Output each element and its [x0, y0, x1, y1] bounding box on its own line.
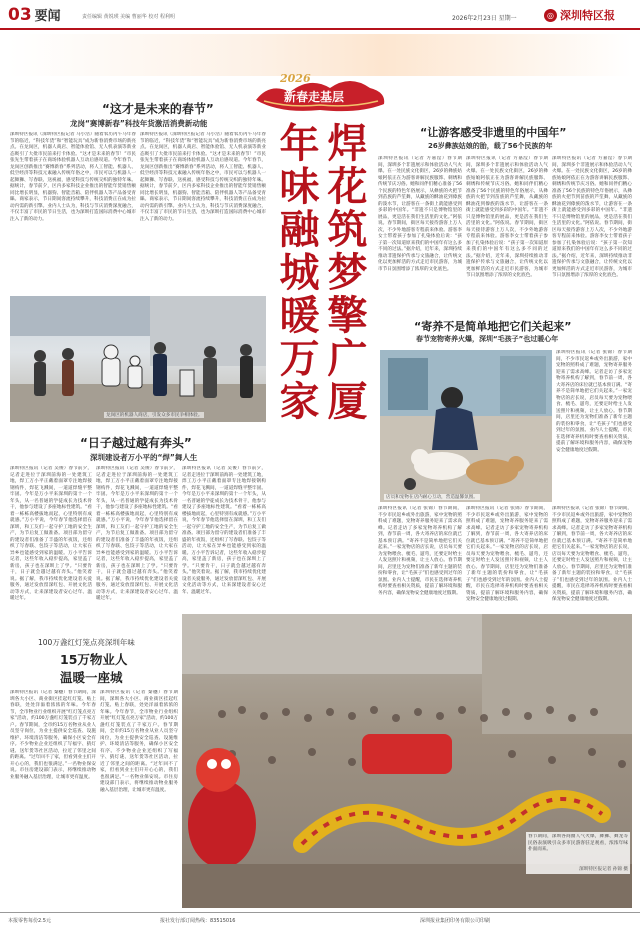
main-headline [272, 70, 370, 630]
a1-subtitle: 龙岗“赛博新春”科技年货激活消费新动能 [70, 119, 208, 128]
a2-title: “日子越过越有奔头” [80, 436, 192, 450]
headline-line-2: 年味融城暖万家 [273, 122, 320, 423]
a2-subtitle: 深圳建设者万小平的“焊”舞人生 [90, 453, 198, 462]
robot-store-photo [10, 296, 266, 422]
robot-crowd-illustration [10, 296, 266, 422]
photo3-credit: 深圳特区报记者 孙锦 摄 [579, 867, 628, 872]
a4-title: “让游客感受非遗里的中国年” [420, 126, 567, 139]
banner-year: 2026 [280, 72, 311, 85]
page-number: 03 要闻 [8, 5, 61, 25]
a5-subtitle: 春节宠物寄养火爆，深圳“毛孩子”也过暖心年 [416, 335, 559, 343]
section-name: 要闻 [34, 9, 61, 24]
a1-body-2: 深圳特区报讯（深圳特区报记者 马小浩）随着农历丙午马年春节的临近，“科技年货”和“智能玩具”成为新春消费市场的新亮点。在龙岗区，机器人商店、智能体验馆、无人机表演等新业态吸引了大批市民前来打卡体验。“这才是未来的春节！”市民张先生带着孩子在商场体验机器人互动后感叹道。今年春节，龙岗区创新推出“赛博新春”系列活动，将人工智能、机器人、低空经济等科技元素融入传统年俗之中，市民可以与机器人一起舞狮、写春联、送祝福，感受科技与传统交织的独特年味。据统计，春节前夕，区内多家科技企业推出的智能年货销售额同比增长明显，机器狗、智能音箱、陪伴机器人等产品备受青睐。商家表示，节日期间客流持续攀升，科技消费正在成为拉动内需的新引擎。业内人士认为，科技与节庆消费深度融合，不仅丰富了市民的节日生活，也为深圳打造国际消费中心城市注入了新的动力。 [140, 132, 266, 222]
pet-care-illustration [380, 350, 552, 502]
page-footer [0, 912, 640, 928]
a2-body-2: 深圳特区报讯（记者 吴俊）春节前夕，记者走进位于深圳前海的一处建筑工地，焊工万小平正戴着面罩专注地焊接钢构件，焊花飞溅间，一道道焊缝平整牢固。今年是万小平来深圳的第十一个年头，从一名普通的学徒成长为技术骨干，他参与建设了多座地标性建筑。“看着一栋栋高楼拔地而起，心里特别有成就感。”万小平说，今年春节他选择留在深圳，和工友们一起守护工地的安全生产，为节后复工做准备。项目部为留守的建设者们准备了丰盛的年夜饭，还组织了写春联、包饺子等活动，让大家在异乡也能感受到家的温暖。万小平告诉记者，这些年收入稳步提高，家里盖了新房，孩子也在深圳上了学。“只要肯干，日子就会越过越有奔头。”他笑着说。据了解，我市持续优化建设者关爱服务，通过发放留深红包、开展文化活动等方式，让来深建设者安心过年、温暖过年。 [96, 466, 178, 601]
a5-photo-caption: 店员和宠物在店内耐心互动，营造温馨氛围。 [386, 495, 478, 500]
a5-body-3: 深圳特区报讯（记者 张锦）春节期间，不少市民返乡或外出旅游，家中宠物的照料成了难题，宠物寄养服务迎来了需求高峰。记者走访了多家宠物寄养机构了解到，春节前一周，各大寄养店的床位就已基本预订满。“寄养不是简单地把它们关起来。”一家宠物店的店长说，店员每天要为宠物喂食、梳毛、遛弯，还要定时给主人发送照片和视频，让主人放心。春节期间，店里还为宠物们准备了新年主题的装扮和零食，让“毛孩子”们也感受到过年的氛围。业内人士提醒，市民在选择寄养机构时要查看相关资质，提前了解环境和服务内容，确保宠物安全健康地度过假期。 [466, 506, 548, 602]
a4-body-3: 深圳特区报讯（记者 方嘉滢）春节期间，深圳多个非遗展示和体验活动人气火爆。在一处民族文化街区，26岁的彝族姑娘阿依正在为游客讲解民族服饰、刺绣和传统节庆习俗。她和同伴们精心准备了56个民族的特色年俗展示，从彝族的火把节到苗族的芦笙舞，从藏族的酥油花到傣族的泼水节，让游客在一条街上就能感受到多彩的中国年。“非遗不只是博物馆里的展品，更是活在我们生活里的文化。”阿依说。春节期间，街区每天接待游客上万人次，不少外地游客专程前来体验。游客李女士带着孩子参加了扎染体验后说：“孩子第一次知道原来我们的中国年有这么多不同的过法。”据介绍，近年来，深圳持续推动非遗保护传承与文旅融合，让传统文化以更加鲜活的方式走近市民游客，为城市节日氛围增添了浓厚的文化底色。 [552, 156, 632, 278]
headline-line-1: 焊花筑梦擎广厦 [321, 122, 368, 423]
a2-body-1: 深圳特区报讯（记者 吴俊）春节前夕，记者走进位于深圳前海的一处建筑工地，焊工万小平正戴着面罩专注地焊接钢构件，焊花飞溅间，一道道焊缝平整牢固。今年是万小平来深圳的第十一个年头，从一名普通的学徒成长为技术骨干，他参与建设了多座地标性建筑。“看着一栋栋高楼拔地而起，心里特别有成就感。”万小平说，今年春节他选择留在深圳，和工友们一起守护工地的安全生产，为节后复工做准备。项目部为留守的建设者们准备了丰盛的年夜饭，还组织了写春联、包饺子等活动，让大家在异乡也能感受到家的温暖。万小平告诉记者，这些年收入稳步提高，家里盖了新房，孩子也在深圳上了学。“只要肯干，日子就会越过越有奔头。”他笑着说。据了解，我市持续优化建设者关爱服务，通过发放留深红包、开展文化活动等方式，让来深建设者安心过年、温暖过年。 [10, 466, 92, 601]
photo3-caption-text: 春节期间，深圳各商圈人气火爆，舞狮、舞龙等民俗表演吸引众多市民游客驻足观看，浓浓年味扑面而来。 [528, 834, 628, 852]
a1-body-1: 深圳特区报讯（深圳特区报记者 马小浩）随着农历丙午马年春节的临近，“科技年货”和“智能玩具”成为新春消费市场的新亮点。在龙岗区，机器人商店、智能体验馆、无人机表演等新业态吸引了大批市民前来打卡体验。“这才是未来的春节！”市民张先生带着孩子在商场体验机器人互动后感叹道。今年春节，龙岗区创新推出“赛博新春”系列活动，将人工智能、机器人、低空经济等科技元素融入传统年俗之中，市民可以与机器人一起舞狮、写春联、送祝福，感受科技与传统交织的独特年味。据统计，春节前夕，区内多家科技企业推出的智能年货销售额同比增长明显，机器狗、智能音箱、陪伴机器人等产品备受青睐。商家表示，节日期间客流持续攀升，科技消费正在成为拉动内需的新引擎。业内人士认为，科技与节庆消费深度融合，不仅丰富了市民的节日生活，也为深圳打造国际消费中心城市注入了新的动力。 [10, 132, 136, 222]
photo3-caption [526, 832, 630, 874]
logo-mark-icon: ◎ [544, 9, 557, 22]
footer-printer: 深圳报业集团印务有限公司印刷 [420, 918, 491, 924]
a3-title-1: 15万物业人 [60, 652, 128, 667]
footer-hotline: 报社发行部订阅热线：83515016 [160, 918, 236, 924]
a3-kicker: 100万盏红灯笼点亮深圳年味 [38, 638, 135, 647]
page-header [0, 0, 640, 30]
a3-body-1: 深圳特区报讯（记者 秦穗）春节期间，深圳各大小区、商业街区挂起红灯笼、贴上春联，处处洋溢着浓浓的年味。今年春节，全市物业行业组织开展“红灯笼点亮万家”活动，约100万盏红灯笼装点了千家万户。春节期间，全市约15万名物业从业人员坚守岗位，为业主提供安全巡查、设施维护、环境清洁等服务，确保小区安全有序。不少物业企业还组织了写福字、猜灯谜、送年货等社区活动，拉近了邻里之间的距离。“过年回不了家，但看到业主们开开心心的，我们也很满足。”一名物业保安说。市住房建设部门表示，将继续推动物业服务融入基层治理，让城市更有温度。 [10, 690, 96, 780]
pet-shop-photo [380, 350, 552, 502]
newspaper-logo [544, 6, 636, 24]
a4-body-1: 深圳特区报讯（记者 方嘉滢）春节期间，深圳多个非遗展示和体验活动人气火爆。在一处民族文化街区，26岁的彝族姑娘阿依正在为游客讲解民族服饰、刺绣和传统节庆习俗。她和同伴们精心准备了56个民族的特色年俗展示，从彝族的火把节到苗族的芦笙舞，从藏族的酥油花到傣族的泼水节，让游客在一条街上就能感受到多彩的中国年。“非遗不只是博物馆里的展品，更是活在我们生活里的文化。”阿依说。春节期间，街区每天接待游客上万人次，不少外地游客专程前来体验。游客李女士带着孩子参加了扎染体验后说：“孩子第一次知道原来我们的中国年有这么多不同的过法。”据介绍，近年来，深圳持续推动非遗保护传承与文旅融合，让传统文化以更加鲜活的方式走近市民游客，为城市节日氛围增添了浓厚的文化底色。 [378, 156, 462, 272]
a3-title-2: 温暖一座城 [60, 670, 123, 685]
staff-credits: 责任编辑 黄锐瑛 美编 曹丽华 校对 程利明 [82, 14, 175, 20]
footer-price: 本报零售每份2.5元 [8, 918, 51, 924]
a1-photo-caption: 龙岗区的机器人商店，引发众多市民争相体验。 [106, 413, 203, 418]
a4-body-2: 深圳特区报讯（记者 方嘉滢）春节期间，深圳多个非遗展示和体验活动人气火爆。在一处民族文化街区，26岁的彝族姑娘阿依正在为游客讲解民族服饰、刺绣和传统节庆习俗。她和同伴们精心准备了56个民族的特色年俗展示，从彝族的火把节到苗族的芦笙舞，从藏族的酥油花到傣族的泼水节，让游客在一条街上就能感受到多彩的中国年。“非遗不只是博物馆里的展品，更是活在我们生活里的文化。”阿依说。春节期间，街区每天接待游客上万人次，不少外地游客专程前来体验。游客李女士带着孩子参加了扎染体验后说：“孩子第一次知道原来我们的中国年有这么多不同的过法。”据介绍，近年来，深圳持续推动非遗保护传承与文旅融合，让传统文化以更加鲜活的方式走近市民游客，为城市节日氛围增添了浓厚的文化底色。 [466, 156, 548, 278]
a3-body-2: 深圳特区报讯（记者 秦穗）春节期间，深圳各大小区、商业街区挂起红灯笼、贴上春联，处处洋溢着浓浓的年味。今年春节，全市物业行业组织开展“红灯笼点亮万家”活动，约100万盏红灯笼装点了千家万户。春节期间，全市约15万名物业从业人员坚守岗位，为业主提供安全巡查、设施维护、环境清洁等服务，确保小区安全有序。不少物业企业还组织了写福字、猜灯谜、送年货等社区活动，拉近了邻里之间的距离。“过年回不了家，但看到业主们开开心心的，我们也很满足。”一名物业保安说。市住房建设部门表示，将继续推动物业服务融入基层治理，让城市更有温度。 [100, 690, 178, 793]
a1-title: “这才是未来的春节” [102, 102, 214, 116]
a5-body-4: 深圳特区报讯（记者 张锦）春节期间，不少市民返乡或外出旅游，家中宠物的照料成了难题，宠物寄养服务迎来了需求高峰。记者走访了多家宠物寄养机构了解到，春节前一周，各大寄养店的床位就已基本预订满。“寄养不是简单地把它们关起来。”一家宠物店的店长说，店员每天要为宠物喂食、梳毛、遛弯，还要定时给主人发送照片和视频，让主人放心。春节期间，店里还为宠物们准备了新年主题的装扮和零食，让“毛孩子”们也感受到过年的氛围。业内人士提醒，市民在选择寄养机构时要查看相关资质，提前了解环境和服务内容，确保宠物安全健康地度过假期。 [552, 506, 632, 602]
a5-body-1: 深圳特区报讯（记者 张锦）春节期间，不少市民返乡或外出旅游，家中宠物的照料成了难题，宠物寄养服务迎来了需求高峰。记者走访了多家宠物寄养机构了解到，春节前一周，各大寄养店的床位就已基本预订满。“寄养不是简单地把它们关起来。”一家宠物店的店长说，店员每天要为宠物喂食、梳毛、遛弯，还要定时给主人发送照片和视频，让主人放心。春节期间，店里还为宠物们准备了新年主题的装扮和零食，让“毛孩子”们也感受到过年的氛围。业内人士提醒，市民在选择寄养机构时要查看相关资质，提前了解环境和服务内容，确保宠物安全健康地度过假期。 [556, 350, 632, 453]
a4-subtitle: 26岁彝族姑娘的胎，载了56个民族的年 [428, 142, 553, 150]
issue-date: 2026年2月23日 星期一 [452, 15, 517, 22]
lion-dance-photo [182, 614, 632, 908]
a5-body-2: 深圳特区报讯（记者 张锦）春节期间，不少市民返乡或外出旅游，家中宠物的照料成了难题，宠物寄养服务迎来了需求高峰。记者走访了多家宠物寄养机构了解到，春节前一周，各大寄养店的床位就已基本预订满。“寄养不是简单地把它们关起来。”一家宠物店的店长说，店员每天要为宠物喂食、梳毛、遛弯，还要定时给主人发送照片和视频，让主人放心。春节期间，店里还为宠物们准备了新年主题的装扮和零食，让“毛孩子”们也感受到过年的氛围。业内人士提醒，市民在选择寄养机构时要查看相关资质，提前了解环境和服务内容，确保宠物安全健康地度过假期。 [378, 506, 462, 596]
a5-title: “寄养不是简单地把它们关起来” [414, 320, 572, 333]
a2-body-3: 深圳特区报讯（记者 吴俊）春节前夕，记者走进位于深圳前海的一处建筑工地，焊工万小平正戴着面罩专注地焊接钢构件，焊花飞溅间，一道道焊缝平整牢固。今年是万小平来深圳的第十一个年头，从一名普通的学徒成长为技术骨干，他参与建设了多座地标性建筑。“看着一栋栋高楼拔地而起，心里特别有成就感。”万小平说，今年春节他选择留在深圳，和工友们一起守护工地的安全生产，为节后复工做准备。项目部为留守的建设者们准备了丰盛的年夜饭，还组织了写春联、包饺子等活动，让大家在异乡也能感受到家的温暖。万小平告诉记者，这些年收入稳步提高，家里盖了新房，孩子也在深圳上了学。“只要肯干，日子就会越过越有奔头。”他笑着说。据了解，我市持续优化建设者关爱服务，通过发放留深红包、开展文化活动等方式，让来深建设者安心过年、温暖过年。 [182, 466, 266, 595]
logo-text: 深圳特区报 [560, 9, 615, 22]
banner-label: 新春走基层 [284, 90, 345, 104]
